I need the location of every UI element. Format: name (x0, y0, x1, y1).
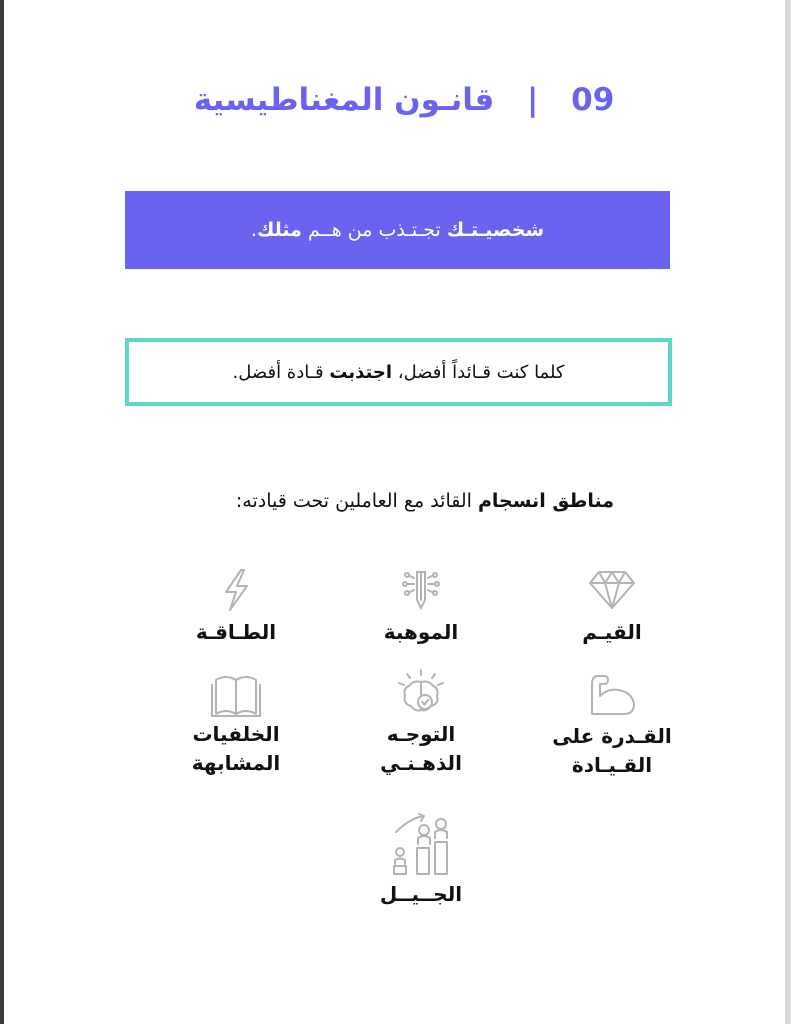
area-item-mindset (341, 668, 501, 778)
statement-start: كلما كنت قـائداً أفضل، (392, 361, 565, 383)
areas-rest: القائد مع العاملين تحت قيادته: (235, 490, 478, 512)
open-book-icon (208, 672, 264, 718)
statement-end: قـادة أفضل. (232, 361, 330, 383)
section-number: 09 (571, 82, 615, 118)
flexed-arm-icon (584, 670, 640, 720)
document-page (4, 0, 785, 1024)
talent-pencil-icon (396, 568, 446, 612)
area-item-generation (341, 812, 501, 909)
law-banner (125, 191, 670, 269)
lightning-icon (211, 568, 261, 612)
area-label-line1: الخلفيات (192, 722, 280, 746)
area-item-energy (156, 568, 316, 647)
statement-bold: اجتذبت (329, 361, 393, 383)
area-label-line2: القـيـادة (571, 753, 653, 777)
area-item-values (532, 568, 692, 647)
area-item-talent (341, 568, 501, 647)
area-item-leadership (532, 670, 692, 780)
generations-icon (386, 812, 456, 876)
area-label: الطـاقـة (195, 620, 277, 644)
area-label-line2: المشابهة (191, 751, 281, 775)
banner-middle: تجـتـذب من هــم (301, 219, 447, 241)
area-label: الجــيــل (379, 882, 463, 906)
banner-bold-start: شخصيـتـك (446, 219, 545, 241)
leader-statement-box (125, 338, 672, 406)
area-label: القيـم (582, 620, 642, 644)
heading-separator: | (527, 82, 539, 118)
brain-check-icon (393, 668, 449, 720)
areas-bold: مناطق انسجام (477, 490, 614, 512)
area-label-line1: القـدرة على (552, 724, 672, 748)
banner-bold-end: مثلك (256, 219, 302, 241)
page-edge (785, 0, 791, 1024)
area-item-background (156, 672, 316, 778)
area-label: الموهبة (383, 620, 459, 644)
diamond-icon (587, 568, 637, 612)
section-title: قانـون المغناطيسية (193, 82, 495, 118)
harmony-areas-heading (124, 490, 614, 512)
area-label-line1: التوجـه (386, 722, 456, 746)
section-heading (124, 82, 684, 118)
area-label-line2: الذهـنـي (380, 751, 462, 775)
banner-end: . (250, 219, 257, 241)
